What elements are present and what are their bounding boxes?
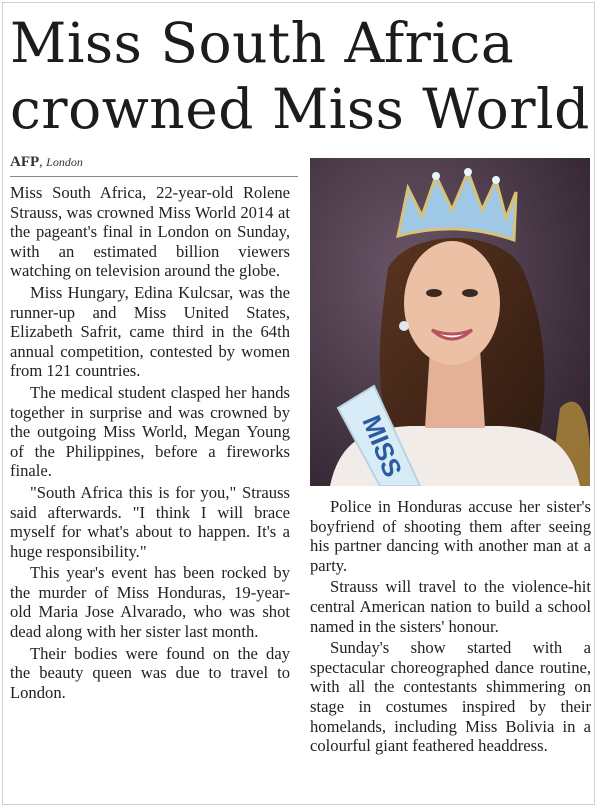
headline — [10, 10, 595, 142]
article-paragraph: Miss Hungary, Edina Kulcsar, was the runner-up and Miss United States, Elizabeth Safrit, came third in the 64th annual competition, contested by women from 121 countries. — [10, 282, 290, 381]
headline-line-2: crowned Miss World — [10, 77, 590, 141]
byline-rule — [10, 176, 298, 177]
crown-jewel — [492, 176, 500, 184]
article-paragraph: Police in Honduras accuse her sister's boyfriend of shooting them after seeing his partner dancing with another man at a party. — [310, 497, 591, 575]
crown-jewel — [464, 168, 472, 176]
article-paragraph: Strauss will travel to the violence-hit central American nation to build a school named in the sisters' honour. — [310, 577, 591, 636]
article-column-left — [10, 183, 290, 704]
article-photo — [310, 158, 590, 486]
article-paragraph: This year's event has been rocked by the murder of Miss Honduras, 19-year-old Maria Jose Alvarado, who was shot dead along with her sister last month. — [10, 563, 290, 642]
face-shape — [404, 241, 500, 365]
photo-illustration — [310, 158, 590, 486]
byline: AFP, London — [10, 154, 83, 170]
eye-left — [426, 289, 442, 297]
article-paragraph: Their bodies were found on the day the beauty queen was due to travel to London. — [10, 643, 290, 702]
article-paragraph: Sunday's show started with a spectacular choreographed dance routine, with all the contestants shimmering on stage in costumes inspired by their homelands, including Miss Bolivia in a colourful giant feathered headdress. — [310, 638, 591, 756]
crown-jewel — [432, 172, 440, 180]
byline-location: London — [46, 155, 83, 169]
byline-agency: AFP — [10, 154, 40, 170]
article-paragraph: Miss South Africa, 22-year-old Rolene Strauss, was crowned Miss World 2014 at the pageant's final in London on Sunday, with an estimated billion viewers watching on television around the globe. — [10, 183, 290, 281]
article-column-right — [310, 497, 591, 758]
article-paragraph: "South Africa this is for you," Strauss said afterwards. "I think I will brace myself for what's about to happen. It's a huge responsibility." — [10, 482, 290, 561]
headline-line-1: Miss South Africa — [10, 11, 515, 75]
article-paragraph: The medical student clasped her hands together in surprise and was crowned by the outgoing Miss World, Megan Young of the Philippines, before a fireworks finale. — [10, 382, 290, 481]
earring-shape — [399, 321, 409, 331]
eye-right — [462, 289, 478, 297]
sash-text: MISS — [356, 411, 409, 482]
